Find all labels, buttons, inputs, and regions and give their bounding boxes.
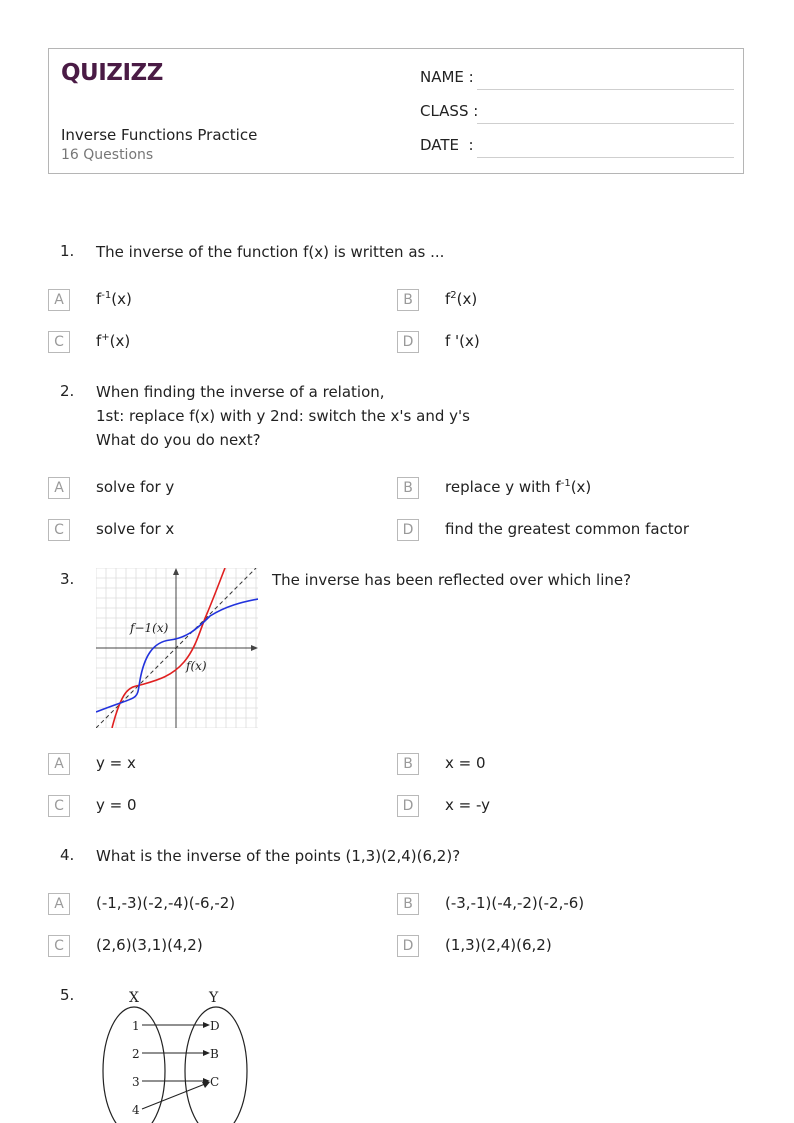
q2-option-b-box[interactable]: B <box>397 477 419 499</box>
domain-value: 3 <box>132 1075 140 1089</box>
q1-option-c-box[interactable]: C <box>48 331 70 353</box>
question-2-line-1: When finding the inverse of a relation, <box>96 383 385 401</box>
mapping-diagram <box>96 987 256 1123</box>
question-2-text <box>96 380 470 452</box>
mapping-arrows <box>142 1022 210 1109</box>
label-f: f(x) <box>186 659 207 673</box>
class-line[interactable] <box>477 123 734 124</box>
q3-option-c-box[interactable]: C <box>48 795 70 817</box>
q4-option-d-box[interactable]: D <box>397 935 419 957</box>
q1-option-d-box[interactable]: D <box>397 331 419 353</box>
q1-option-d-text: f '(x) <box>445 332 480 350</box>
range-value: B <box>210 1047 219 1061</box>
question-3-text: The inverse has been reflected over which line? <box>272 571 632 589</box>
date-label: DATE : <box>420 136 474 154</box>
q3-option-a-text: y = x <box>96 754 136 772</box>
domain-value: 1 <box>132 1019 140 1033</box>
q4-option-a-box[interactable]: A <box>48 893 70 915</box>
inverse-function-graph <box>96 568 258 728</box>
curve-f-inverse <box>96 599 258 712</box>
range-label: Y <box>209 990 219 1006</box>
q1-option-c-text: f+(x) <box>96 332 131 350</box>
q3-option-a-box[interactable]: A <box>48 753 70 775</box>
q4-option-d-text: (1,3)(2,4)(6,2) <box>445 936 552 954</box>
question-1-text: The inverse of the function f(x) is written as ... <box>96 243 445 261</box>
q2-option-a-text: solve for y <box>96 478 175 496</box>
date-line[interactable] <box>477 157 734 158</box>
q4-option-c-text: (2,6)(3,1)(4,2) <box>96 936 203 954</box>
question-2-line-3: What do you do next? <box>96 431 261 449</box>
q2-option-a-box[interactable]: A <box>48 477 70 499</box>
q3-option-d-box[interactable]: D <box>397 795 419 817</box>
q4-option-b-text: (-3,-1)(-4,-2)(-2,-6) <box>445 894 585 912</box>
q1-option-a-text: $f^{-1}(x)$ <box>96 290 132 308</box>
question-count: 16 Questions <box>61 147 154 163</box>
q2-option-c-box[interactable]: C <box>48 519 70 541</box>
question-2-line-2: 1st: replace f(x) with y 2nd: switch the x's and y's <box>96 407 470 425</box>
domain-label: X <box>129 990 139 1006</box>
q2-option-c-text: solve for x <box>96 520 175 538</box>
question-2-number: 2. <box>60 382 75 400</box>
q2-option-b-text: replace y with $f^{-1}(x)$ <box>445 478 592 496</box>
q4-option-c-box[interactable]: C <box>48 935 70 957</box>
class-field[interactable] <box>420 102 734 126</box>
q2-option-d-box[interactable]: D <box>397 519 419 541</box>
q3-option-b-box[interactable]: B <box>397 753 419 775</box>
label-f-inverse: f−1(x) <box>130 621 169 635</box>
range-value: D <box>210 1019 220 1033</box>
question-4-number: 4. <box>60 846 75 864</box>
name-line[interactable] <box>477 89 734 90</box>
class-label: CLASS : <box>420 102 479 120</box>
y-axis-arrow <box>173 568 179 575</box>
q3-option-d-text: x = -y <box>445 796 491 814</box>
worksheet-header <box>48 48 744 174</box>
q4-option-a-text: (-1,-3)(-2,-4)(-6,-2) <box>96 894 236 912</box>
question-4-text: What is the inverse of the points (1,3)(2,4)(6,2)? <box>96 847 461 865</box>
domain-value: 4 <box>132 1103 140 1117</box>
x-axis-arrow <box>251 645 258 651</box>
q1-option-b-box[interactable]: B <box>397 289 419 311</box>
range-value: C <box>210 1075 220 1089</box>
q3-option-b-text: x = 0 <box>445 754 486 772</box>
q4-option-b-box[interactable]: B <box>397 893 419 915</box>
quizizz-logo: QUIZIZZ <box>61 60 163 86</box>
question-1-number: 1. <box>60 242 75 260</box>
date-field[interactable] <box>420 136 734 160</box>
q1-option-a-box[interactable]: A <box>48 289 70 311</box>
question-5-number: 5. <box>60 986 75 1004</box>
q3-option-c-text: y = 0 <box>96 796 137 814</box>
worksheet-title: Inverse Functions Practice <box>61 126 258 144</box>
q1-option-b-text: $f^2(x)$ <box>445 290 478 308</box>
domain-value: 2 <box>132 1047 140 1061</box>
name-label: NAME : <box>420 68 474 86</box>
question-3-number: 3. <box>60 570 75 588</box>
q2-option-d-text: find the greatest common factor <box>445 520 690 538</box>
name-field[interactable] <box>420 68 734 92</box>
